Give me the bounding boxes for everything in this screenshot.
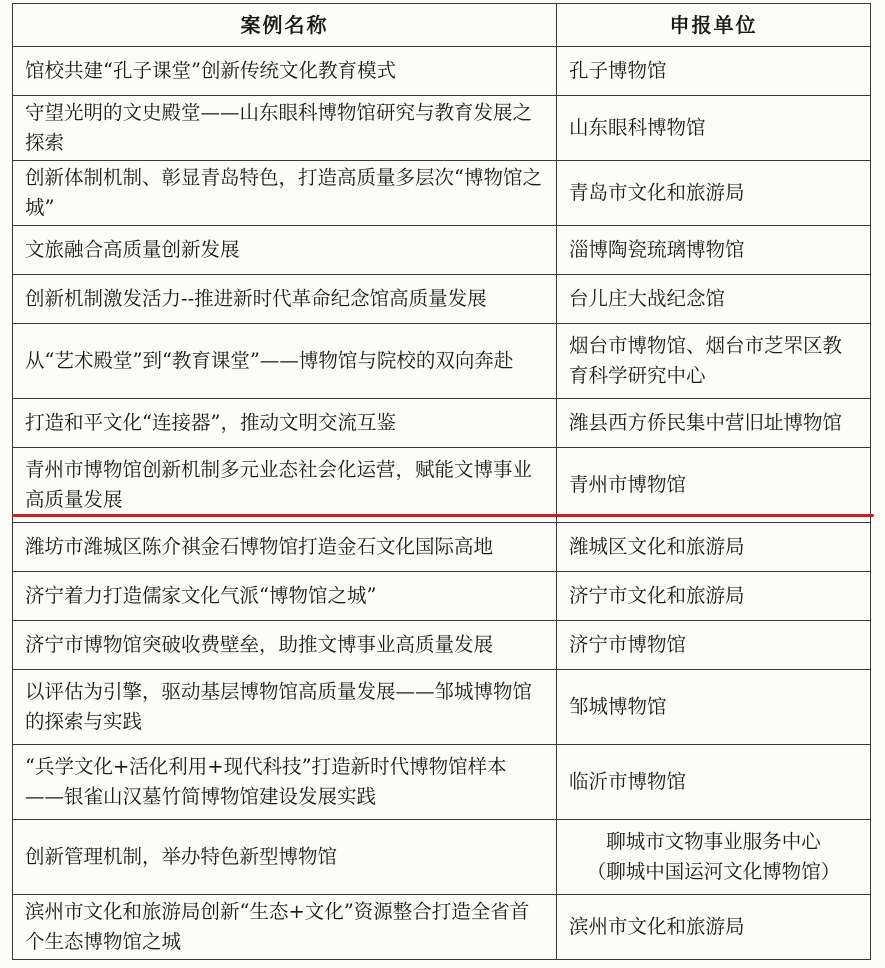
unit-cell: 济宁市文化和旅游局 xyxy=(557,572,871,621)
case-table xyxy=(12,3,871,960)
unit-line-1: 聊城市文物事业服务中心 xyxy=(606,830,821,853)
case-name-cell: 青州市博物馆创新机制多元业态社会化运营，赋能文博事业高质量发展 xyxy=(13,448,557,523)
unit-cell: 孔子博物馆 xyxy=(557,47,871,96)
table-row xyxy=(13,621,871,670)
unit-cell: 青州市博物馆 xyxy=(557,448,871,523)
case-name-cell: 创新体制机制、彰显青岛特色，打造高质量多层次“博物馆之城” xyxy=(13,161,557,226)
unit-cell xyxy=(557,820,871,895)
header-unit: 申报单位 xyxy=(557,4,871,47)
case-name-cell: 创新管理机制，举办特色新型博物馆 xyxy=(13,820,557,895)
table-row xyxy=(13,399,871,448)
table-row xyxy=(13,572,871,621)
table-row xyxy=(13,226,871,275)
case-name-cell: 从“艺术殿堂”到“教育课堂”——博物馆与院校的双向奔赴 xyxy=(13,324,557,399)
case-name-cell: 济宁市博物馆突破收费壁垒，助推文博事业高质量发展 xyxy=(13,621,557,670)
table-row xyxy=(13,47,871,96)
case-name-cell: “兵学文化+活化利用+现代科技”打造新时代博物馆样本——银雀山汉墓竹简博物馆建设发展实践 xyxy=(13,745,557,820)
case-name-cell: 潍坊市潍城区陈介祺金石博物馆打造金石文化国际高地 xyxy=(13,523,557,572)
table-row xyxy=(13,275,871,324)
table-row xyxy=(13,324,871,399)
table-row xyxy=(13,523,871,572)
header-case-name: 案例名称 xyxy=(13,4,557,47)
unit-cell: 济宁市博物馆 xyxy=(557,621,871,670)
unit-cell: 淄博陶瓷琉璃博物馆 xyxy=(557,226,871,275)
table-row xyxy=(13,670,871,745)
unit-cell: 青岛市文化和旅游局 xyxy=(557,161,871,226)
case-name-cell: 守望光明的文史殿堂——山东眼科博物馆研究与教育发展之探索 xyxy=(13,96,557,161)
case-name-cell: 创新机制激发活力--推进新时代革命纪念馆高质量发展 xyxy=(13,275,557,324)
unit-cell: 山东眼科博物馆 xyxy=(557,96,871,161)
case-name-cell: 滨州市文化和旅游局创新“生态+文化”资源整合打造全省首个生态博物馆之城 xyxy=(13,895,557,960)
unit-line-2: （聊城中国运河文化博物馆） xyxy=(586,860,841,883)
case-name-cell: 打造和平文化“连接器”，推动文明交流互鉴 xyxy=(13,399,557,448)
unit-cell: 临沂市博物馆 xyxy=(557,745,871,820)
table-header-row xyxy=(13,4,871,47)
case-name-cell: 济宁着力打造儒家文化气派“博物馆之城” xyxy=(13,572,557,621)
unit-cell: 台儿庄大战纪念馆 xyxy=(557,275,871,324)
unit-cell: 邹城博物馆 xyxy=(557,670,871,745)
table-row xyxy=(13,448,871,523)
case-name-cell: 文旅融合高质量创新发展 xyxy=(13,226,557,275)
unit-cell: 潍城区文化和旅游局 xyxy=(557,523,871,572)
unit-cell: 滨州市文化和旅游局 xyxy=(557,895,871,960)
case-name-cell: 以评估为引擎，驱动基层博物馆高质量发展——邹城博物馆的探索与实践 xyxy=(13,670,557,745)
unit-cell: 烟台市博物馆、烟台市芝罘区教育科学研究中心 xyxy=(557,324,871,399)
red-underline-marker xyxy=(12,514,874,517)
table-row xyxy=(13,745,871,820)
table-row xyxy=(13,96,871,161)
table-row xyxy=(13,161,871,226)
unit-cell: 潍县西方侨民集中营旧址博物馆 xyxy=(557,399,871,448)
table-row xyxy=(13,820,871,895)
case-name-cell: 馆校共建“孔子课堂”创新传统文化教育模式 xyxy=(13,47,557,96)
table-row xyxy=(13,895,871,960)
